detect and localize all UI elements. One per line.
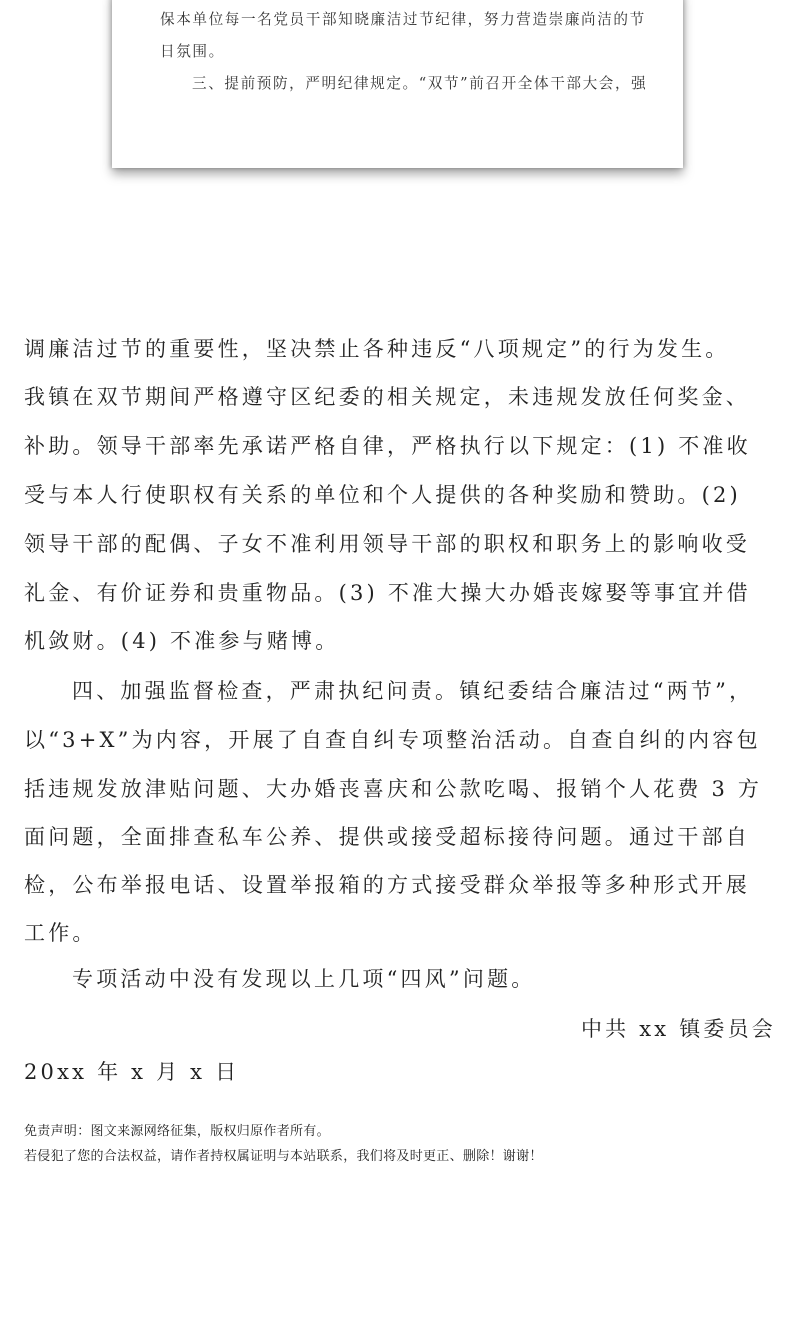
body-line: 检，公布举报电话、设置举报箱的方式接受群众举报等多种形式开展 xyxy=(24,873,750,897)
body-line: 机敛财。(4) 不准参与赌博。 xyxy=(24,629,340,653)
body-line: 括违规发放津贴问题、大办婚丧喜庆和公款吃喝、报销个人花费 3 方 xyxy=(24,777,763,801)
document-preview-card xyxy=(112,0,683,168)
disclaimer-line: 若侵犯了您的合法权益，请作者持权属证明与本站联系，我们将及时更正、删除！谢谢！ xyxy=(24,1149,543,1164)
card-text-line: 日氛围。 xyxy=(160,43,225,60)
body-line: 以“3+X”为内容，开展了自查自纠专项整治活动。自查自纠的内容包 xyxy=(24,728,761,752)
disclaimer-line: 免责声明：图文来源网络征集，版权归原作者所有。 xyxy=(24,1124,330,1139)
body-line: 领导干部的配偶、子女不准利用领导干部的职权和职务上的影响收受 xyxy=(24,532,750,556)
date: 20xx 年 x 月 x 日 xyxy=(24,1060,240,1084)
body-line: 工作。 xyxy=(24,921,97,945)
body-line: 面问题，全面排查私车公养、提供或接受超标接待问题。通过干部自 xyxy=(24,825,750,849)
card-text-line: 保本单位每一名党员干部知晓廉洁过节纪律，努力营造崇廉尚洁的节 xyxy=(160,11,646,28)
body-line: 四、加强监督检查，严肃执纪问责。镇纪委结合廉洁过“两节”， xyxy=(72,679,754,703)
signature: 中共 xx 镇委员会 xyxy=(580,1017,776,1041)
body-line: 受与本人行使职权有关系的单位和个人提供的各种奖励和赞助。(2) xyxy=(24,483,741,507)
card-text-line: 三、提前预防，严明纪律规定。“双节”前召开全体干部大会，强 xyxy=(192,75,648,92)
body-line: 专项活动中没有发现以上几项“四风”问题。 xyxy=(72,967,536,991)
body-line: 调廉洁过节的重要性，坚决禁止各种违反“八项规定”的行为发生。 xyxy=(24,337,730,361)
body-line: 我镇在双节期间严格遵守区纪委的相关规定，未违规发放任何奖金、 xyxy=(24,385,750,409)
body-line: 补助。领导干部率先承诺严格自律，严格执行以下规定：(1) 不准收 xyxy=(24,434,751,458)
body-line: 礼金、有价证券和贵重物品。(3) 不准大操大办婚丧嫁娶等事宜并借 xyxy=(24,581,751,605)
